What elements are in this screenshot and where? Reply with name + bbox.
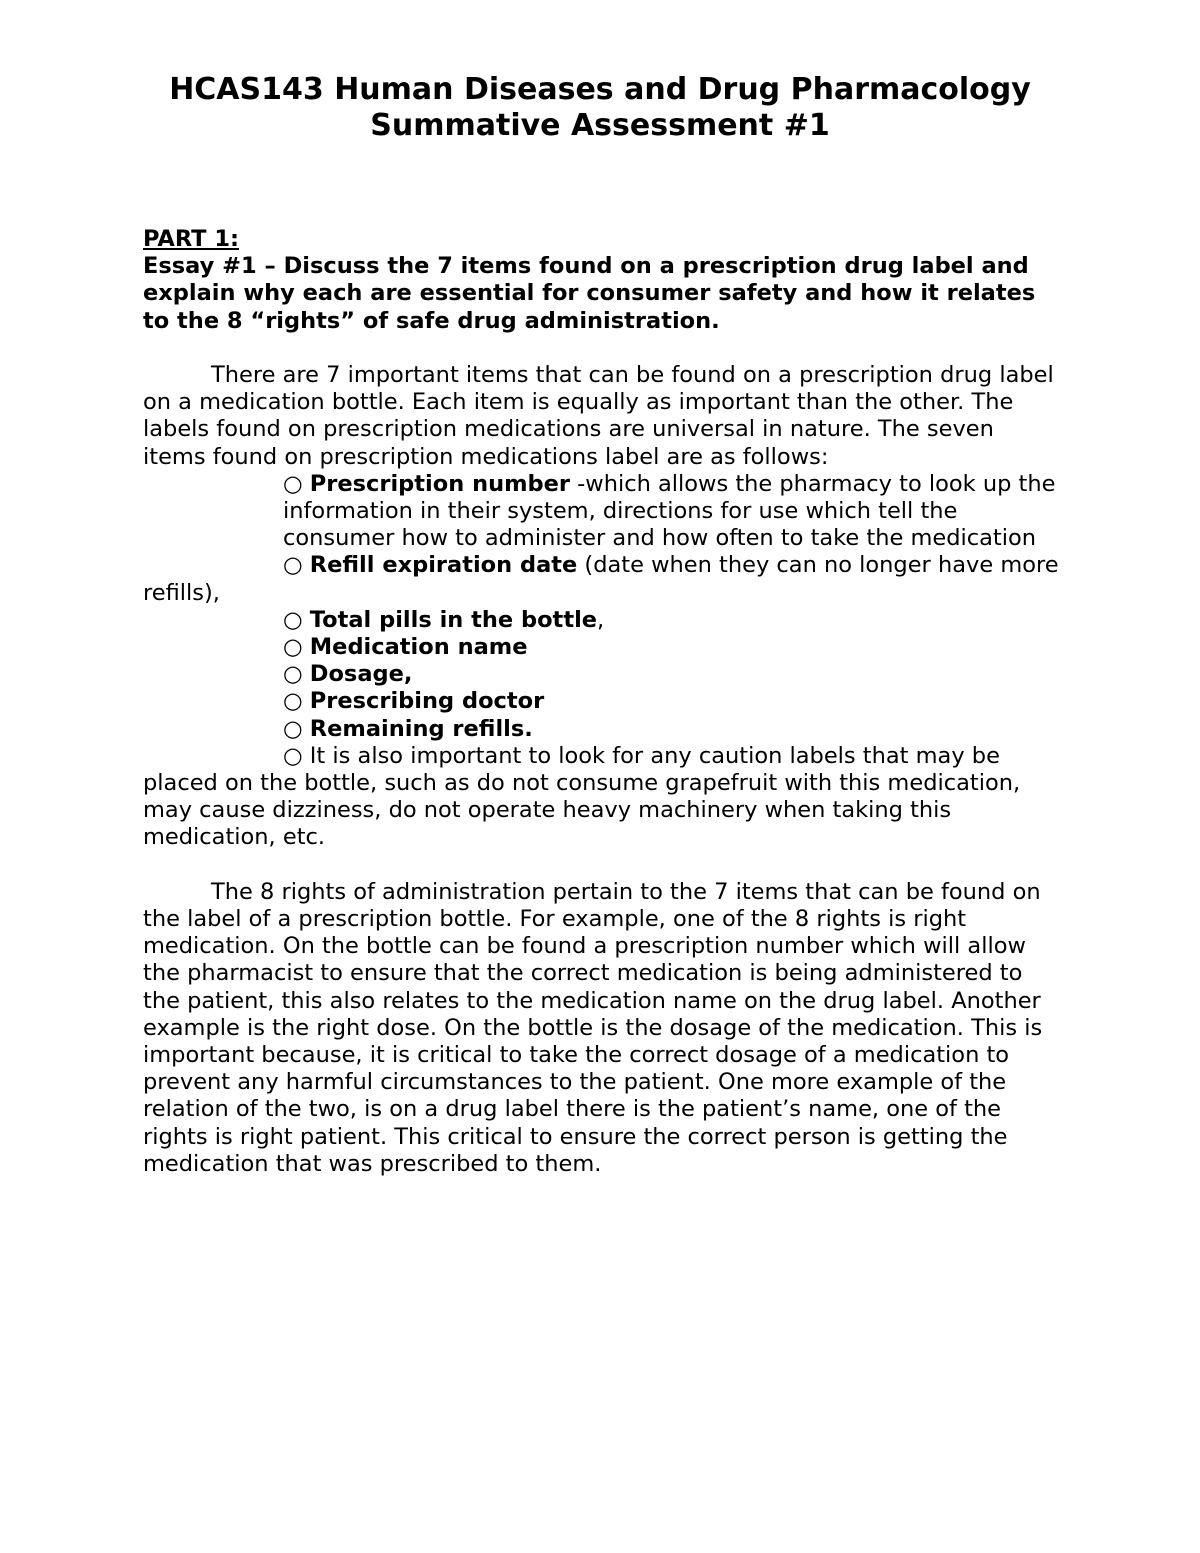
bullet-icon: ○	[283, 661, 303, 688]
bullet-icon: ○	[283, 742, 303, 769]
list-item-bold: Prescription number	[309, 470, 571, 497]
intro-paragraph: There are 7 important items that can be found on a prescription drug label on a medication bottle. Each item is equally as important than the other. The labels found on prescription medications are universal in nature. The seven items found on prescription medications label are as follows:	[143, 362, 1054, 470]
list-item	[143, 661, 1063, 688]
list-item-bold: Total pills in the bottle	[309, 606, 598, 633]
essay-question: Essay #1 – Discuss the 7 items found on a prescription drug label and explain why each are essential for consumer safety and how it relates to the 8 “rights” of safe drug administration.	[143, 253, 1036, 334]
rights-paragraph: The 8 rights of administration pertain to the 7 items that can be found on the label of a prescription bottle. For example, one of the 8 rights is right medication. On the bottle can be found a prescription number which will allow the pharmacist to ensure that the correct medication is being administered to the patient, this also relates to the medication name on the drug label. Another example is the right dose. On the bottle is the dosage of the medication. This is important because, it is critical to take the correct dosage of a medication to prevent any harmful circumstances to the patient. One more example of the relation of the two, is on a drug label there is the patient’s name, one of the rights is right patient. This critical to ensure the correct person is getting the medication that was prescribed to them.	[143, 878, 1043, 1177]
list-item	[143, 688, 1063, 715]
list-item-bold: Dosage,	[309, 661, 413, 688]
bullet-icon: ○	[283, 688, 303, 715]
list-item	[143, 716, 1063, 743]
bullet-icon: ○	[283, 552, 303, 579]
list-item	[143, 634, 1063, 661]
part-label: PART 1:	[143, 226, 239, 252]
list-item-bold: Remaining refills.	[309, 715, 533, 742]
document-body	[143, 226, 1063, 1178]
list-item-text: ,	[597, 606, 605, 633]
list-item-text: (date when they can no longer have more refills),	[143, 552, 1059, 606]
list-item-bold: Prescribing doctor	[309, 688, 545, 715]
list-item	[143, 552, 1063, 606]
bullet-icon: ○	[283, 470, 303, 497]
list-item	[143, 743, 1063, 852]
bullet-icon: ○	[283, 715, 303, 742]
bullet-icon: ○	[283, 634, 303, 661]
document-title-line1: HCAS143 Human Diseases and Drug Pharmacology	[169, 72, 1031, 107]
list-item	[143, 471, 1063, 553]
list-item-bold: Medication name	[309, 634, 528, 661]
document-title-line2: Summative Assessment #1	[370, 108, 830, 143]
spacer	[143, 335, 1063, 362]
list-item-text: -which allows the pharmacy to look up the information in their system, directions for use which tell the consumer how to administer and how often to take the medication	[283, 470, 1056, 552]
list-item	[143, 607, 1063, 634]
list-item-bold: Refill expiration date	[309, 552, 578, 579]
list-item-text: It is also important to look for any caution labels that may be placed on the bottle, such as do not consume grapefruit with this medication, may cause dizziness, do not operate heavy machinery when taking this medication, etc.	[143, 742, 1021, 851]
spacer	[143, 852, 1063, 879]
bullet-icon: ○	[283, 606, 303, 633]
